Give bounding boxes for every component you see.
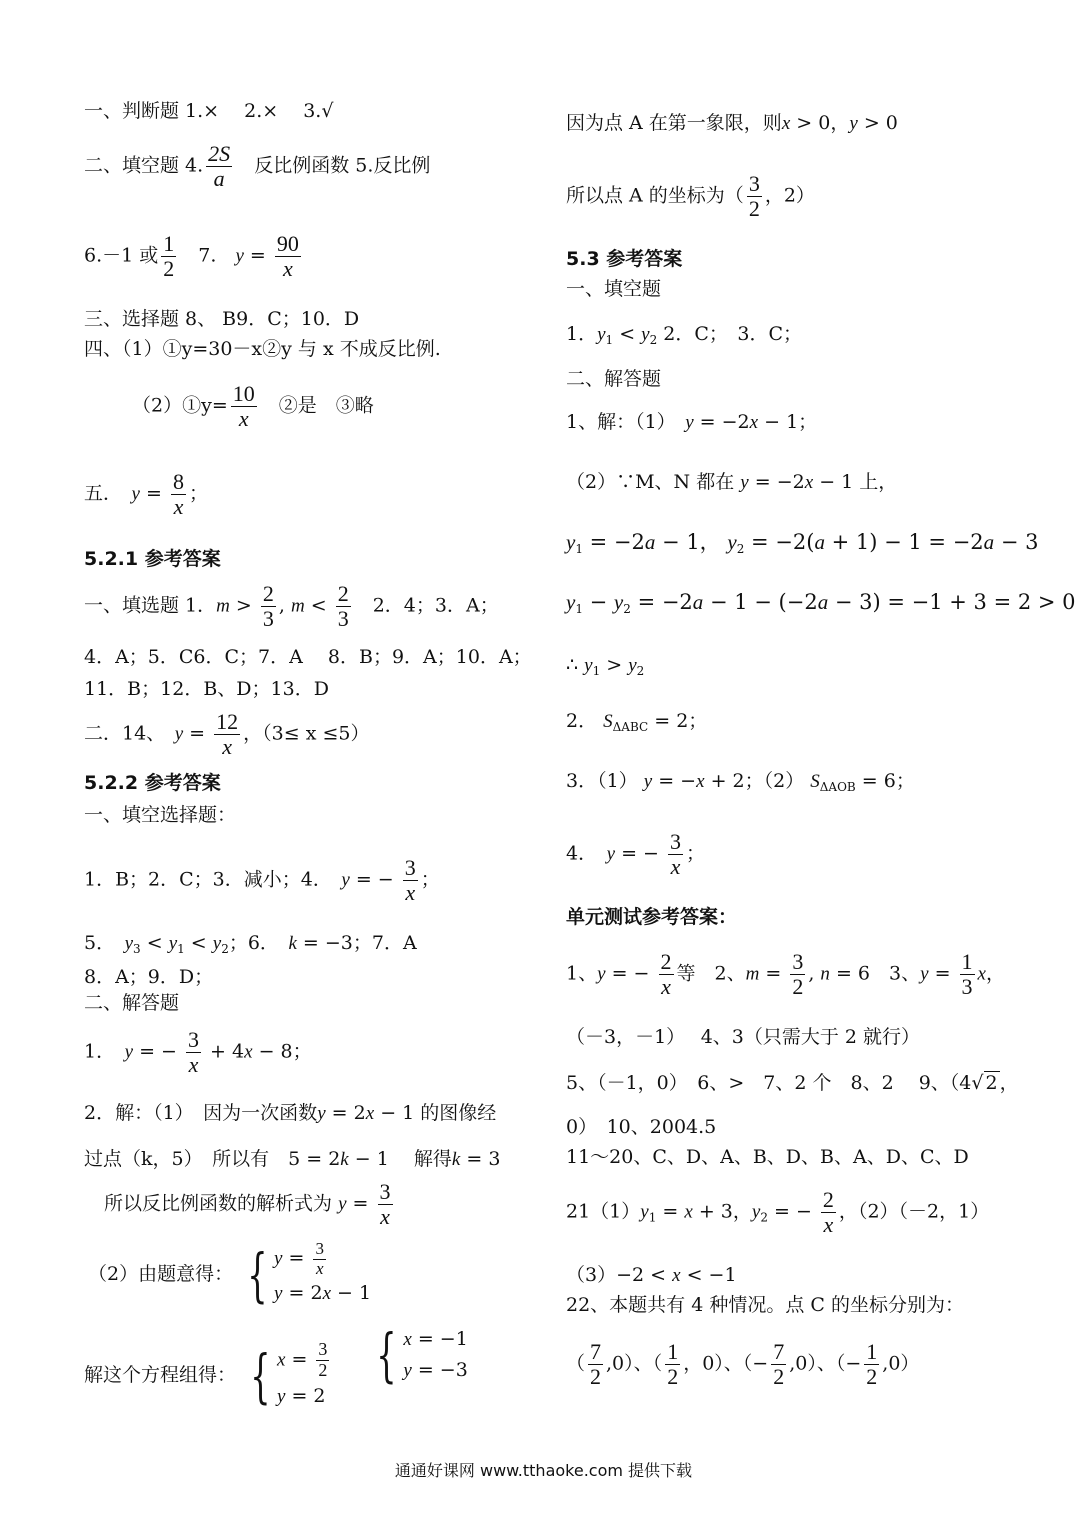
point-c-coords: （ $\frac{7}{2}$ ,0）、（ $\frac{1}{2}$ ，0）、（− $\frac{7}{2}$ ,0）、（− $\frac{1}{2}$ ,0） — [566, 1339, 920, 1390]
fill-answers-4-5: 二、填空题 4. $\frac{2S}{a}$ 反比例函数 5.反比例 — [84, 141, 431, 192]
point-a-coords: 所以点 A 的坐标为（ $\frac{3}{2}$ ，2） — [566, 171, 815, 222]
solution-53-area: 2． $S_{\Delta ABC} = 2$； — [566, 710, 708, 734]
solve-heading-53: 二、解答题 — [566, 368, 662, 390]
answers-5-7: 5． $y_3 < y_1 < y_2$；6． k = −3；7．A — [84, 932, 417, 956]
answer-14: 二．14、 y = $\frac{12}{x}$ ，（3≤ x ≤5） — [84, 709, 370, 760]
fill-heading-53: 一、填空题 — [566, 278, 662, 300]
heading-unit-test: 单元测试参考答案： — [566, 906, 738, 928]
solution-53-1: 1、解：（1） y = −2x − 1； — [566, 411, 818, 433]
heading-521: 5.2.1 参考答案 — [84, 548, 221, 570]
answers-1-4: 1．B；2．C；3．减小；4． y = − $\frac{3}{x}$ ； — [84, 855, 440, 906]
solution-2-line1: 2．解：（1） 因为一次函数y = 2x − 1 的图像经 — [84, 1102, 497, 1124]
solution-2-system: （2）由题意得： { y = $\frac{3}{x}$ y = 2x − 1 — [88, 1239, 372, 1309]
fill-answers-6-7: 6.－1 或 $\frac{1}{2}$ 7. y = $\frac{90}{x}$ — [84, 231, 299, 282]
point-a-quadrant: 因为点 A 在第一象限，则x > 0，y > 0 — [566, 112, 898, 134]
choice-answers: 三、选择题 8、 B9．C；10．D — [84, 308, 360, 330]
solution-53-2: （2）∵M、N 都在 y = −2x − 1 上， — [566, 471, 898, 493]
conclusion: ∴ $y_1 > y_2$ — [566, 654, 645, 678]
solution-53-3: 3．（1） y = −x + 2；（2） $S_{\Delta AOB} = 6$； — [566, 770, 915, 794]
unit-answers-5-9: 5、（－1，0） 6、> 7、2 个 8、2 9、（4√ 2 ， — [566, 1072, 1019, 1094]
part-four-2: （2）①y= $\frac{10}{x}$ ②是 ③略 — [132, 381, 374, 432]
solution-2-line3: 所以反比例函数的解析式为 y = $\frac{3}{x}$ — [104, 1179, 391, 1230]
unit-answers-10: 0） 10、2004.5 — [566, 1116, 717, 1138]
footer-source: 通通好课网 www.tthaoke.com 提供下载 — [394, 1461, 693, 1480]
solution-2-line2: 过点（k，5） 所以有 5 = 2k − 1 解得k = 3 — [84, 1148, 501, 1170]
y1-y2-values: $y_1 = -2a - 1$， $y_2 = -2(a + 1) - 1 = -2a - 3$ — [566, 530, 1039, 556]
system-solution: 解这个方程组得： { x = $\frac{3}{2}$ y = 2 { x = −1 y = −3 — [84, 1321, 468, 1410]
fill-answers-53: 1．$y_1 < y_2$ 2．C； 3．C； — [566, 323, 803, 347]
unit-answers-1-3: 1、y = − $\frac{2}{x}$ 等 2、m = $\frac{3}{2}$ , n = 6 3、y = $\frac{1}{3}$ x， — [566, 949, 1005, 1000]
answers-11-13: 11．B；12．B、D；13．D — [84, 678, 329, 700]
fraction: $\frac{2S}{a}$ — [208, 141, 231, 192]
solution-53-4: 4． y = − $\frac{3}{x}$ ； — [566, 829, 706, 880]
solve-heading: 二、解答题 — [84, 992, 180, 1014]
unit-answer-21: $21(1)y_1 = x + 3$，$y_2$ = − $\frac{2}{x}$ ，（2）（－2，1） — [566, 1187, 990, 1238]
answers-8-9: 8．A；9．D； — [84, 966, 214, 988]
fill-choice-521: 一、填选题 1．m > $\frac{2}{3}$ , m < $\frac{2}{3}$ 2．4；3．A； — [84, 581, 499, 632]
heading-522: 5.2.2 参考答案 — [84, 772, 221, 794]
solution-1: 1． y = − $\frac{3}{x}$ + 4x − 8； — [84, 1027, 312, 1078]
part-four-1: 四、（1）①y=30－x②y 与 x 不成反比例. — [84, 338, 441, 360]
answers-4-10: 4．A；5．C6．C；7．A 8．B；9．A；10．A； — [84, 646, 532, 668]
y1-minus-y2: $y_1 - y_2 = -2a - 1 - (-2a - 3) = -1 + 3 = 2 > 0$ — [566, 590, 1076, 616]
fill-choice-heading: 一、填空选择题： — [84, 804, 237, 826]
part-five: 五． y = $\frac{8}{x}$ ； — [84, 469, 208, 520]
unit-answers-3-4: （－3，－1） 4、3（只需大于 2 就行） — [566, 1026, 921, 1048]
unit-answer-21-3: （3）−2 < x < −1 — [566, 1264, 737, 1286]
heading-53: 5.3 参考答案 — [566, 248, 683, 270]
unit-answer-22: 22、本题共有 4 种情况。点 C 的坐标分别为： — [566, 1294, 964, 1316]
unit-answers-11-20: 11～20、C、D、A、B、D、B、A、D、C、D — [566, 1146, 969, 1168]
judge-answers: 一、判断题 1.× 2.× 3.√ — [84, 100, 334, 122]
